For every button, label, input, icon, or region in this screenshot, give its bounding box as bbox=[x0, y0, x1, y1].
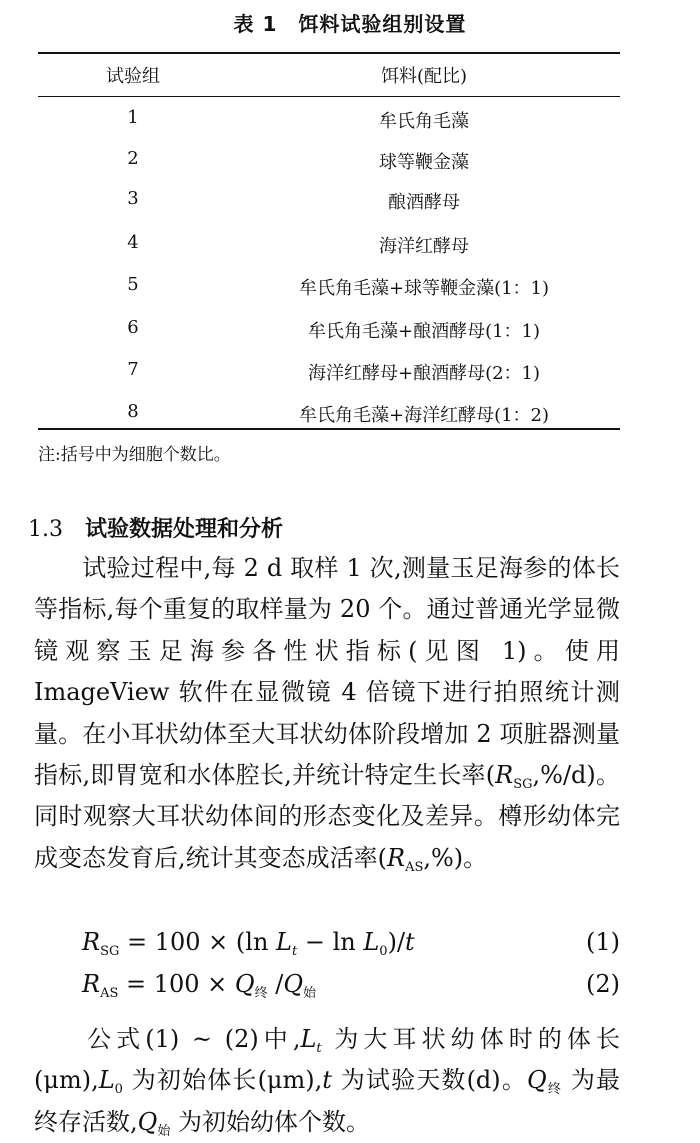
section-number: 1.3 bbox=[28, 517, 63, 542]
table-header-rule bbox=[38, 96, 620, 97]
row-feed: 海洋红酵母+酿酒酵母(2：1) bbox=[307, 363, 541, 384]
table-header bbox=[38, 58, 620, 94]
row-group: 3 bbox=[127, 188, 139, 209]
table-top-rule bbox=[38, 52, 620, 54]
row-feed: 牟氏角毛藻+海洋红酵母(1：2) bbox=[298, 405, 550, 426]
header-group: 试验组 bbox=[106, 66, 160, 87]
paragraph-formula-notes: 公式(1) ~ (2)中$,L_t$ 为大耳状幼体时的体长$(\mu m),L_0$ 为初始体长(μm),t 为试验天数(d)。$Q_终$ 为最终存活数$,Q_始$ 为初始幼体个数。 bbox=[34, 1025, 620, 1139]
equation-1: $R_{SG} = 100 \times (\ln$ $L_t - \ln L_0)/t$ (1) bbox=[82, 928, 620, 959]
table-row bbox=[38, 309, 620, 349]
table-row bbox=[38, 180, 620, 220]
table-row bbox=[38, 224, 620, 264]
row-feed: 球等鞭金藻 bbox=[379, 152, 469, 173]
table-row bbox=[38, 393, 620, 433]
table-row bbox=[38, 140, 620, 180]
row-feed: 海洋红酵母 bbox=[379, 236, 469, 257]
row-group: 2 bbox=[127, 148, 139, 169]
table-bottom-rule bbox=[38, 428, 620, 430]
equation-2: $R_{AS} = 100 \times Q_终$ $/Q_始$ (2) bbox=[82, 970, 620, 1001]
paragraph-method: 试验过程中,每 2 d 取样 1 次,测量玉足海参的体长等指标,每个重复的取样量为 20 个。通过普通光学显微镜观察玉足海参各性状指标(见图 1)。使用 ImageView 软件在显微镜 4 倍镜下进行拍照统计测量。在小耳状幼体至大耳状幼体阶段增加 2 项脏器测量指标,即胃宽和水体腔长,并统计特定生长率$(R_{SG},\%/d)$。同时观察大耳状幼体间的形态变化及差异。樽形幼体完成变态发育后,统计其变态成活率$(R_{AS},\%)$。 bbox=[34, 554, 621, 875]
row-feed: 牟氏角毛藻 bbox=[379, 111, 469, 132]
row-group: 7 bbox=[127, 359, 139, 380]
table-row bbox=[38, 99, 620, 139]
row-group: 6 bbox=[127, 317, 139, 338]
row-group: 4 bbox=[127, 232, 139, 253]
equation-number: (1) bbox=[586, 928, 620, 956]
row-group: 8 bbox=[127, 401, 139, 422]
row-feed: 牟氏角毛藻+酿酒酵母(1：1) bbox=[307, 321, 541, 342]
section-title: 试验数据处理和分析 bbox=[85, 517, 284, 542]
table-row bbox=[38, 351, 620, 391]
header-feed: 饵料(配比) bbox=[380, 66, 468, 87]
table-title: 表 1 饵料试验组别设置 bbox=[233, 12, 467, 36]
row-feed: 酿酒酵母 bbox=[388, 192, 460, 213]
row-group: 5 bbox=[127, 274, 139, 295]
row-feed: 牟氏角毛藻+球等鞭金藻(1：1) bbox=[298, 278, 550, 299]
table-row bbox=[38, 266, 620, 306]
table-note: 注:括号中为细胞个数比。 bbox=[38, 445, 231, 465]
row-group: 1 bbox=[127, 107, 139, 128]
equation-number: (2) bbox=[586, 970, 620, 998]
section-heading bbox=[28, 512, 283, 543]
